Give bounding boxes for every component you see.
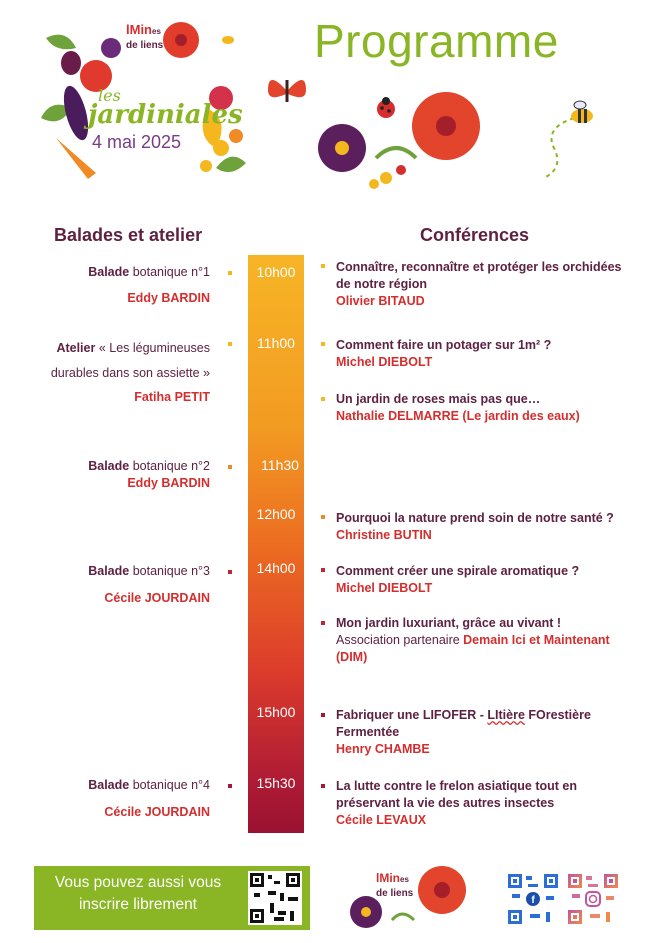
qr-code-instagram[interactable] <box>566 872 620 926</box>
page-title: Programme <box>314 15 559 67</box>
conference-speaker: Cécile LEVAUX <box>336 813 427 827</box>
conference-prefix: Association partenaire <box>336 633 464 647</box>
walk-desc: botanique n°2 <box>129 459 210 473</box>
time-label: 11h30 <box>261 457 299 473</box>
bullet-icon <box>321 342 325 346</box>
walk-speaker: Cécile JOURDAIN <box>104 591 210 605</box>
bullet-icon <box>321 568 325 572</box>
bullet-icon <box>228 784 232 788</box>
footer-brand-top: lMin <box>376 871 400 885</box>
brand-mid: es <box>152 27 161 36</box>
conference-item <box>336 510 636 544</box>
walk-item <box>0 777 210 794</box>
walk-desc: botanique n°1 <box>129 265 210 279</box>
butterfly-icon <box>266 70 308 110</box>
walk-item <box>0 264 210 281</box>
flowers-illustration <box>306 88 496 192</box>
walk-type: Balade <box>88 778 130 792</box>
walk-speaker: Eddy BARDIN <box>127 476 210 490</box>
workshop-type: Atelier <box>56 341 96 355</box>
brand-top: lMin <box>126 22 152 37</box>
brand-bottom: de liens <box>126 40 164 51</box>
logo-brand <box>126 24 163 52</box>
conference-speaker: Christine BUTIN <box>336 528 432 542</box>
time-label: 11h00 <box>257 335 295 351</box>
time-label: 15h30 <box>256 775 296 791</box>
walk-item <box>0 458 210 475</box>
bullet-icon <box>228 465 232 469</box>
conference-title-end: FOrestière Fermentée <box>336 708 591 739</box>
logo-date: 4 mai 2025 <box>92 132 182 152</box>
time-label: 14h00 <box>256 560 296 576</box>
time-label: 10h00 <box>256 264 296 280</box>
bullet-icon <box>321 621 325 625</box>
conference-speaker: Michel DIEBOLT <box>336 355 433 369</box>
time-label: 15h00 <box>256 704 296 720</box>
workshop-speaker: Fatiha PETIT <box>134 390 210 404</box>
conference-title: La lutte contre le frelon asiatique tout en préservant la vie des autres insectes <box>336 779 578 810</box>
conference-item <box>336 707 636 758</box>
walk-desc: botanique n°4 <box>129 778 210 792</box>
walk-speaker: Cécile JOURDAIN <box>104 805 210 819</box>
register-text: Vous pouvez aussi vous inscrire librement <box>54 874 222 913</box>
workshop-desc-2: durables dans son assiette » <box>50 366 210 380</box>
walk-desc: botanique n°3 <box>129 564 210 578</box>
conference-title: Pourquoi la nature prend soin de notre santé ? <box>336 511 614 525</box>
conference-item <box>336 337 636 371</box>
bullet-icon <box>228 342 232 346</box>
qr-code-facebook[interactable] <box>506 872 560 926</box>
right-column-title: Conférences <box>420 225 530 245</box>
footer-brand-bottom: de liens <box>376 888 414 899</box>
logo-les: les <box>98 86 121 105</box>
conference-title: Comment créer une spirale aromatique ? <box>336 564 580 578</box>
conference-title-word: LItière <box>487 708 525 722</box>
workshop-desc: « Les légumineuses <box>95 341 210 355</box>
conference-title: Comment faire un potager sur 1m² ? <box>336 338 552 352</box>
bullet-icon <box>228 570 232 574</box>
conference-title: Connaître, reconnaître et protéger les orchidées de notre région <box>336 260 622 291</box>
conference-speaker: Nathalie DELMARRE (Le jardin des eaux) <box>336 409 580 423</box>
svg-text:f: f <box>531 895 535 906</box>
conference-title: Un jardin de roses mais pas que… <box>336 392 541 406</box>
walk-type: Balade <box>88 564 130 578</box>
footer-brand <box>376 872 413 900</box>
walk-type: Balade <box>88 459 130 473</box>
walk-speaker: Eddy BARDIN <box>127 291 210 305</box>
conference-speaker: Michel DIEBOLT <box>336 581 433 595</box>
conference-speaker: Henry CHAMBE <box>336 742 430 756</box>
conference-item <box>336 391 636 425</box>
left-column-title: Balades et atelier <box>54 225 203 245</box>
conference-item <box>336 563 636 597</box>
bee-icon <box>524 96 604 186</box>
bullet-icon <box>228 271 232 275</box>
conference-title: Mon jardin luxuriant, grâce au vivant ! <box>336 616 562 630</box>
footer-brand-mid: es <box>400 875 409 884</box>
qr-code-register[interactable] <box>248 871 302 925</box>
bullet-icon <box>321 784 325 788</box>
conference-item <box>336 615 636 666</box>
conference-title: Fabriquer une LIFOFER - <box>336 708 488 722</box>
walk-type: Balade <box>88 265 130 279</box>
instagram-icon <box>586 892 600 906</box>
bullet-icon <box>321 397 325 401</box>
bullet-icon <box>321 713 325 717</box>
conference-speaker: Demain Ici et Maintenant (DIM) <box>336 633 610 664</box>
bullet-icon <box>321 515 325 519</box>
conference-item <box>336 259 636 310</box>
walk-item <box>0 563 210 580</box>
conference-speaker: Olivier BITAUD <box>336 294 425 308</box>
workshop-item <box>0 336 210 386</box>
time-label: 12h00 <box>256 506 296 522</box>
logo-name: jardiniales <box>88 100 243 130</box>
bullet-icon <box>321 264 325 268</box>
conference-item <box>336 778 636 829</box>
